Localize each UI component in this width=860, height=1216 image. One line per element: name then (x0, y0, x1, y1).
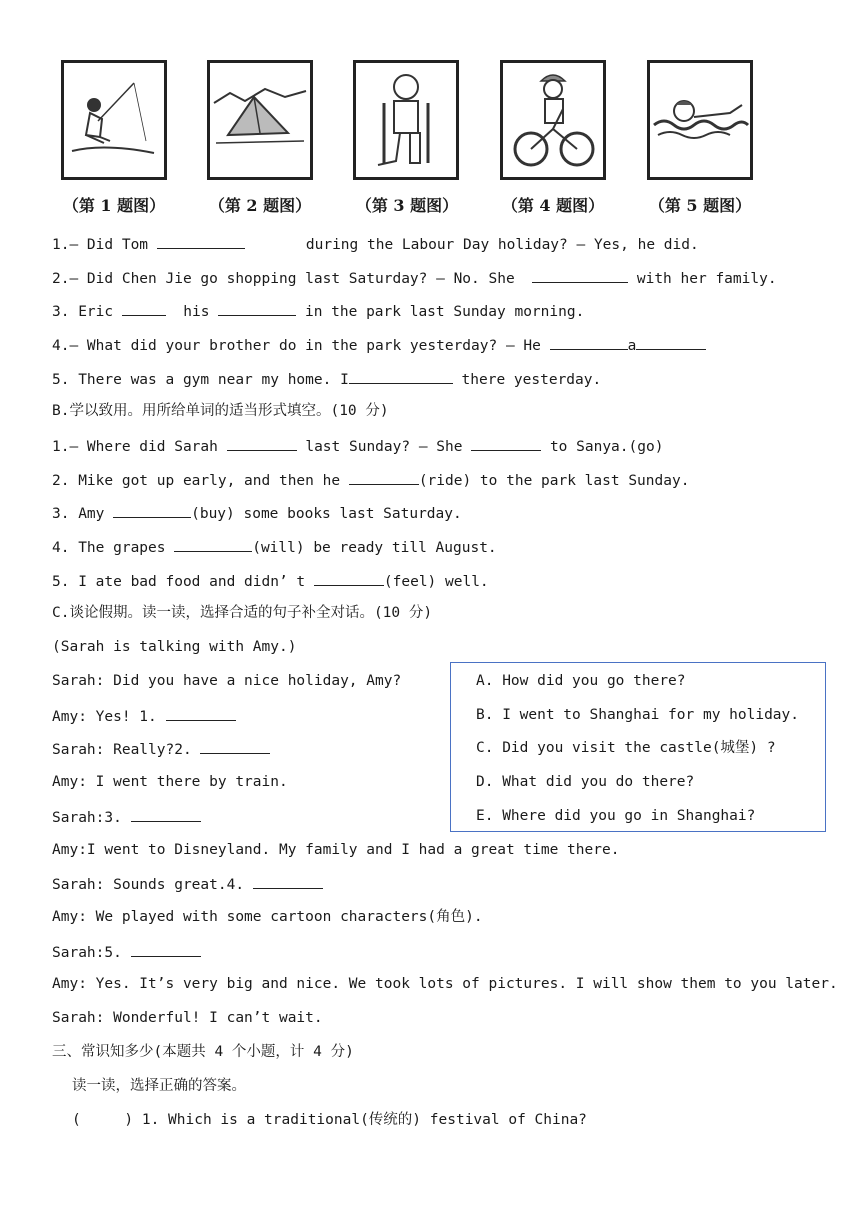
question-a3: 3. Eric his in the park last Sunday morning. (52, 301, 584, 321)
dialogue-line: Amy: Yes. It’s very big and nice. We took lots of pictures. I will show them to you later. (52, 976, 838, 992)
answer-blank[interactable] (122, 301, 166, 316)
picture-2-caption: （第 2 题图） (208, 196, 312, 215)
question-b3: 3. Amy (buy) some books last Saturday. (52, 503, 462, 523)
bicycle-icon (503, 63, 603, 177)
answer-blank[interactable] (200, 739, 270, 754)
answer-blank[interactable] (174, 537, 252, 552)
answer-blank[interactable] (314, 571, 384, 586)
question-b2: 2. Mike got up early, and then he (ride) to the park last Sunday. (52, 470, 689, 490)
answer-blank[interactable] (113, 503, 191, 518)
dialogue-line: Amy: Yes! 1. (52, 706, 236, 726)
dialogue-line: Sarah: Sounds great.4. (52, 874, 323, 894)
answer-blank[interactable] (550, 335, 628, 350)
option-c: C. Did you visit the castle(城堡) ? (476, 740, 776, 756)
question-b4: 4. The grapes (will) be ready till August. (52, 537, 497, 557)
answer-blank[interactable] (349, 470, 419, 485)
question-a4: 4.— What did your brother do in the park yesterday? — He a (52, 335, 706, 355)
answer-blank[interactable] (131, 942, 201, 957)
dialogue-line: Amy: I went there by train. (52, 774, 288, 790)
picture-1 (61, 60, 167, 180)
tent-icon (210, 63, 310, 177)
question-a1: 1.— Did Tom during the Labour Day holiday? — Yes, he did. (52, 234, 699, 254)
picture-4-caption: （第 4 题图） (501, 196, 605, 215)
answer-blank[interactable] (471, 436, 541, 451)
question-b1: 1.— Where did Sarah last Sunday? — She to Sanya.(go) (52, 436, 663, 456)
question-a5: 5. There was a gym near my home. I there yesterday. (52, 369, 601, 389)
dialogue-line: Sarah: Did you have a nice holiday, Amy? (52, 673, 402, 689)
section-3-title: 三、常识知多少(本题共 4 个小题，计 4 分) (52, 1044, 354, 1060)
option-a: A. How did you go there? (476, 673, 686, 689)
option-b: B. I went to Shanghai for my holiday. (476, 707, 800, 723)
section-3-question-1: ( ) 1. Which is a traditional(传统的) festival of China? (72, 1112, 587, 1128)
section-b-title: B.学以致用。用所给单词的适当形式填空。(10 分) (52, 403, 389, 419)
answer-blank[interactable] (227, 436, 297, 451)
picture-1-caption: （第 1 题图） (62, 196, 166, 215)
dialogue-line: Sarah: Wonderful! I can’t wait. (52, 1010, 323, 1026)
broken-leg-icon (356, 63, 456, 177)
answer-blank[interactable] (253, 874, 323, 889)
dialogue-line: Amy: We played with some cartoon characters(角色). (52, 909, 483, 925)
section-c-intro: (Sarah is talking with Amy.) (52, 639, 297, 655)
picture-5 (647, 60, 753, 180)
option-d: D. What did you do there? (476, 774, 695, 790)
answer-blank[interactable] (157, 234, 245, 249)
section-3-instruction: 读一读，选择正确的答案。 (72, 1078, 246, 1094)
dialogue-line: Amy:I went to Disneyland. My family and I had a great time there. (52, 842, 620, 858)
option-e: E. Where did you go in Shanghai? (476, 808, 756, 824)
answer-blank[interactable] (131, 807, 201, 822)
swimming-icon (650, 63, 750, 177)
answer-blank[interactable] (218, 301, 296, 316)
dialogue-line: Sarah: Really?2. (52, 739, 270, 759)
answer-blank[interactable] (636, 335, 706, 350)
question-b5: 5. I ate bad food and didn’ t (feel) well. (52, 571, 489, 591)
section-c-title: C.谈论假期。读一读，选择合适的句子补全对话。(10 分) (52, 605, 433, 621)
picture-5-caption: （第 5 题图） (648, 196, 752, 215)
picture-3-caption: （第 3 题图） (355, 196, 459, 215)
question-a2: 2.— Did Chen Jie go shopping last Saturday? — No. She with her family. (52, 268, 777, 288)
answer-blank[interactable] (532, 268, 628, 283)
fishing-icon (64, 63, 164, 177)
dialogue-line: Sarah:3. (52, 807, 201, 827)
picture-4 (500, 60, 606, 180)
answer-blank[interactable] (349, 369, 453, 384)
picture-2 (207, 60, 313, 180)
dialogue-line: Sarah:5. (52, 942, 201, 962)
answer-blank[interactable] (166, 706, 236, 721)
picture-3 (353, 60, 459, 180)
